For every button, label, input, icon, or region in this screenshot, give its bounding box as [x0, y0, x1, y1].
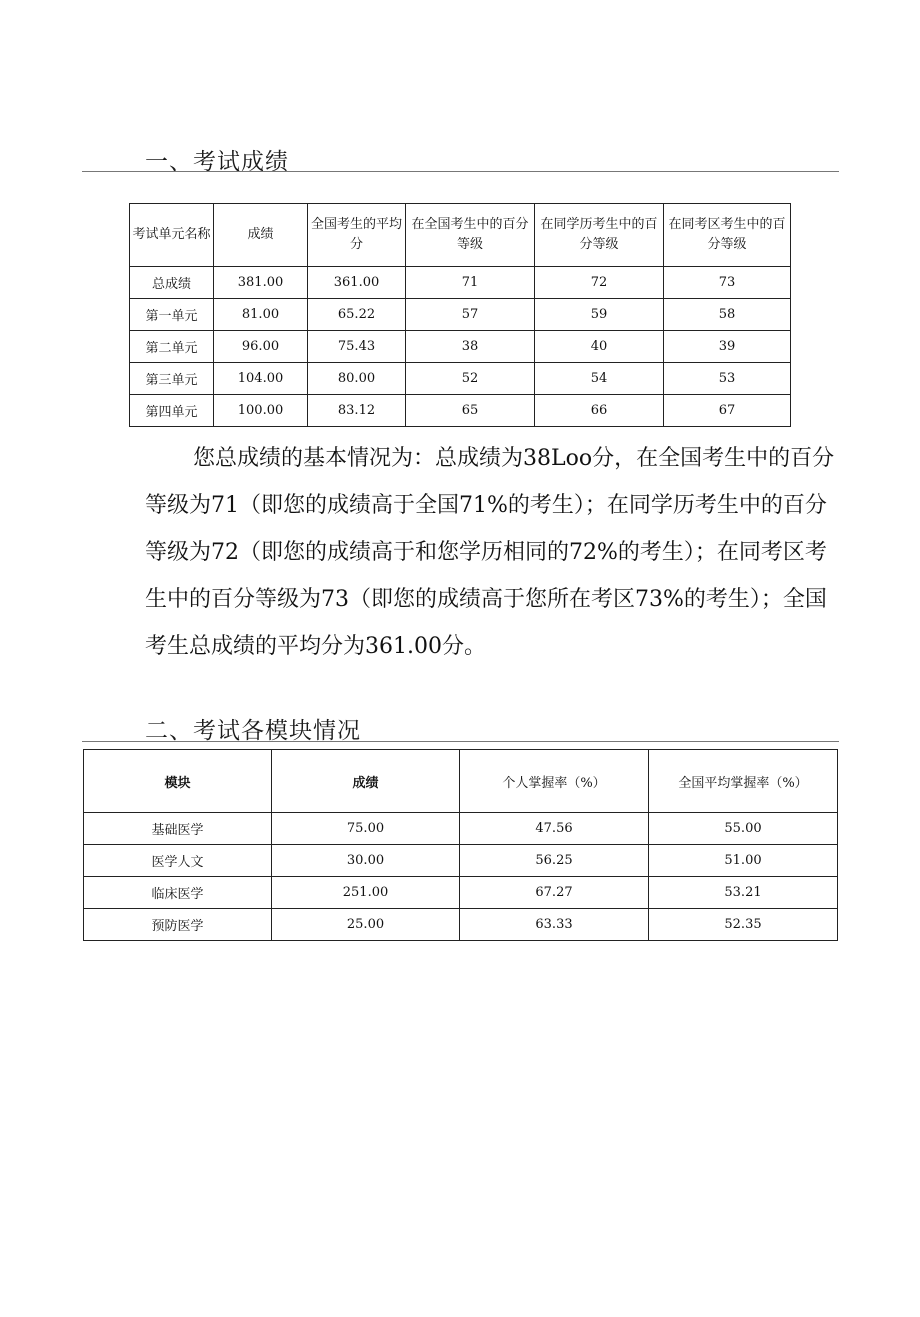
column-header: 考试单元名称: [130, 204, 214, 267]
national-average-cell: 75.43: [308, 331, 406, 363]
national-average-cell: 65.22: [308, 299, 406, 331]
region-percentile-cell: 39: [664, 331, 791, 363]
score-cell: 100.00: [214, 395, 308, 427]
national-percentile-cell: 52: [406, 363, 535, 395]
table-row: [130, 363, 791, 395]
column-header: 模块: [84, 750, 272, 813]
section-1-heading: 一、考试成绩: [145, 149, 289, 175]
unit-name-cell: 第二单元: [130, 331, 214, 363]
column-header: 全国平均掌握率（%）: [649, 750, 838, 813]
national-percentile-cell: 57: [406, 299, 535, 331]
table-header-row: [84, 750, 838, 813]
score-cell: 81.00: [214, 299, 308, 331]
column-header: 在同考区考生中的百分等级: [664, 204, 791, 267]
unit-name-cell: 第四单元: [130, 395, 214, 427]
column-header: 全国考生的平均分: [308, 204, 406, 267]
module-score-cell: 30.00: [272, 845, 460, 877]
module-score-cell: 25.00: [272, 909, 460, 941]
column-header: 在全国考生中的百分等级: [406, 204, 535, 267]
education-percentile-cell: 66: [535, 395, 664, 427]
region-percentile-cell: 67: [664, 395, 791, 427]
national-percentile-cell: 65: [406, 395, 535, 427]
section-1-divider: [82, 171, 839, 172]
table-header-row: [130, 204, 791, 267]
national-percentile-cell: 38: [406, 331, 535, 363]
education-percentile-cell: 40: [535, 331, 664, 363]
column-header: 个人掌握率（%）: [460, 750, 649, 813]
national-mastery-cell: 55.00: [649, 813, 838, 845]
column-header: 成绩: [272, 750, 460, 813]
score-cell: 96.00: [214, 331, 308, 363]
personal-mastery-cell: 67.27: [460, 877, 649, 909]
national-mastery-cell: 53.21: [649, 877, 838, 909]
region-percentile-cell: 53: [664, 363, 791, 395]
table-row: [130, 331, 791, 363]
region-percentile-cell: 58: [664, 299, 791, 331]
table-row: [130, 267, 791, 299]
unit-name-cell: 第一单元: [130, 299, 214, 331]
table-row: [84, 909, 838, 941]
module-score-cell: 75.00: [272, 813, 460, 845]
national-mastery-cell: 52.35: [649, 909, 838, 941]
region-percentile-cell: 73: [664, 267, 791, 299]
unit-name-cell: 第三单元: [130, 363, 214, 395]
exam-score-table: [129, 203, 791, 427]
education-percentile-cell: 59: [535, 299, 664, 331]
personal-mastery-cell: 56.25: [460, 845, 649, 877]
table-row: [130, 299, 791, 331]
national-average-cell: 83.12: [308, 395, 406, 427]
section-2-divider: [82, 741, 839, 742]
education-percentile-cell: 54: [535, 363, 664, 395]
score-summary-paragraph: 您总成绩的基本情况为：总成绩为38Loo分，在全国考生中的百分等级为71（即您的成绩高于全国71%的考生）；在同学历考生中的百分等级为72（即您的成绩高于和您学历相同的72%的考生）；在同考区考生中的百分等级为73（即您的成绩高于您所在考区73%的考生）；全国考生总成绩的平均分为361.00分。: [145, 446, 835, 659]
personal-mastery-cell: 63.33: [460, 909, 649, 941]
national-average-cell: 80.00: [308, 363, 406, 395]
table-row: [84, 845, 838, 877]
score-cell: 104.00: [214, 363, 308, 395]
unit-name-cell: 总成绩: [130, 267, 214, 299]
education-percentile-cell: 72: [535, 267, 664, 299]
module-name-cell: 临床医学: [84, 877, 272, 909]
section-2-heading: 二、考试各模块情况: [145, 718, 361, 744]
national-percentile-cell: 71: [406, 267, 535, 299]
table-row: [84, 877, 838, 909]
module-table: [83, 749, 838, 941]
module-name-cell: 预防医学: [84, 909, 272, 941]
national-mastery-cell: 51.00: [649, 845, 838, 877]
national-average-cell: 361.00: [308, 267, 406, 299]
score-cell: 381.00: [214, 267, 308, 299]
module-name-cell: 基础医学: [84, 813, 272, 845]
column-header: 成绩: [214, 204, 308, 267]
personal-mastery-cell: 47.56: [460, 813, 649, 845]
column-header: 在同学历考生中的百分等级: [535, 204, 664, 267]
module-score-cell: 251.00: [272, 877, 460, 909]
module-name-cell: 医学人文: [84, 845, 272, 877]
table-row: [130, 395, 791, 427]
table-row: [84, 813, 838, 845]
